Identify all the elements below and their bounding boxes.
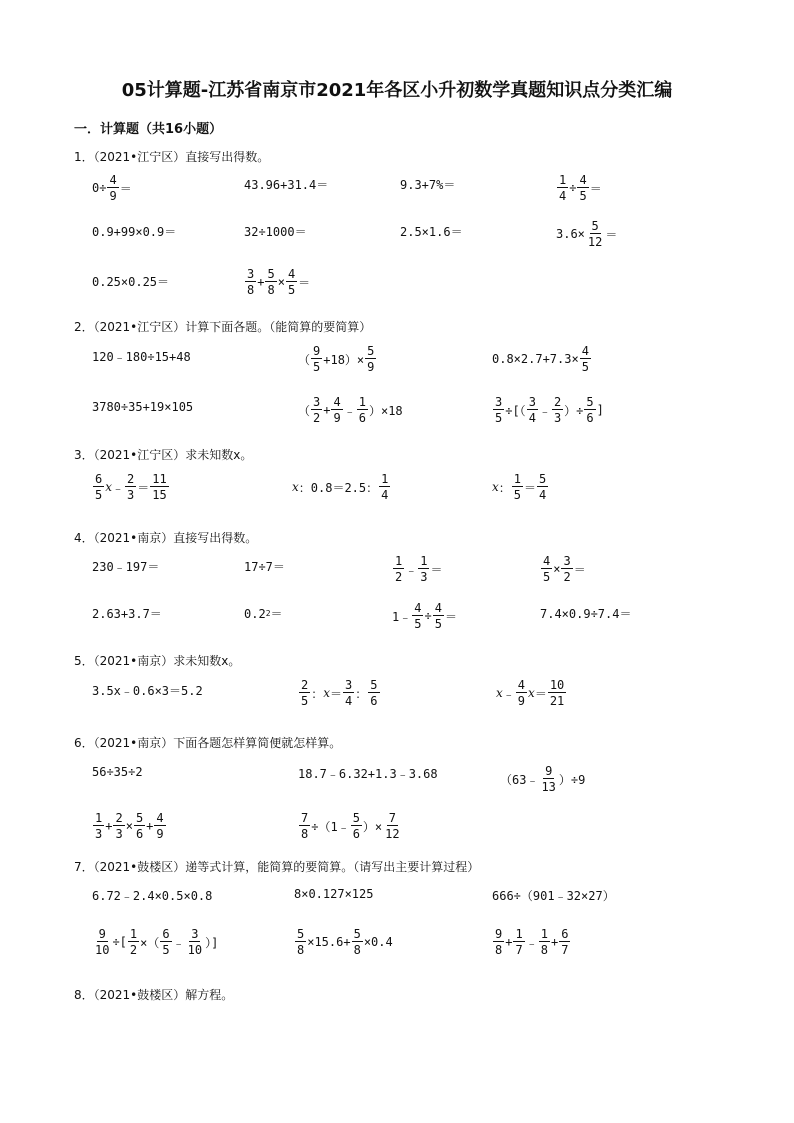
q6-item-4: $\frac{1}{3}$ + $\frac{2}{3}$ × $\frac{5}{6}$ + $\frac{4}{9}$ [95,811,164,841]
q1-item-7: 2.5×1.6＝ [400,225,463,239]
q1-item-4: $\frac{1}{4}$ ÷ $\frac{4}{5}$ ＝ [559,173,602,203]
q5-item-2: $\frac{2}{5}$ ： x ＝ $\frac{3}{4}$ ： $\frac{5}{6}$ [301,678,378,708]
q4-item-4: $\frac{4}{5}$ × $\frac{3}{2}$ ＝ [543,554,586,584]
q5-item-3: x ﹣ $\frac{4}{9}$ x ＝ $\frac{10}{21}$ [496,678,565,708]
question-2-header: 2．（2021•江宁区）计算下面各题。（能简算的要简算） [74,320,372,334]
q1-item-1: 0÷ $\frac{4}{9}$ ＝ [92,173,132,203]
q1-item-2: 43.96+31.4＝ [244,178,329,192]
q7-item-4: $\frac{9}{10}$ ÷[ $\frac{1}{2}$ ×（ $\frac{6}{5}$ ﹣ $\frac{3}{10}$ ）] [95,927,219,957]
q2-item-1: 120﹣180÷15+48 [92,350,191,364]
q1-item-8: 3.6× $\frac{5}{12}$ ＝ [556,219,618,249]
q6-item-3: （63﹣ $\frac{9}{13}$ ）÷9 [500,764,586,794]
q2-item-6: $\frac{3}{5}$ ÷[（ $\frac{3}{4}$ ﹣ $\frac{2}{3}$ ）÷ $\frac{5}{6}$ ] [495,395,604,425]
q1-item-5: 0.9+99×0.9＝ [92,225,177,239]
q2-item-5: （ $\frac{3}{2}$ + $\frac{4}{9}$ ﹣ $\frac{1}{6}$ ）×18 [298,395,403,425]
q3-item-2: x ：0.8＝2.5： $\frac{1}{4}$ [292,472,389,502]
question-8-header: 8．（2021•鼓楼区）解方程。 [74,988,234,1002]
question-6-header: 6．（2021•南京）下面各题怎样算简便就怎样算。 [74,736,342,750]
document-title: 05计算题-江苏省南京市2021年各区小升初数学真题知识点分类汇编 [121,80,673,101]
q3-item-3: x ： $\frac{1}{5}$ ＝ $\frac{5}{4}$ [492,472,547,502]
q7-item-5: $\frac{5}{8}$ ×15.6+ $\frac{5}{8}$ ×0.4 [297,927,393,957]
q6-item-2: 18.7﹣6.32+1.3﹣3.68 [298,767,438,781]
q4-item-8: 7.4×0.9÷7.4＝ [540,607,632,621]
q7-item-6: $\frac{9}{8}$ + $\frac{1}{7}$ ﹣ $\frac{1}{8}$ + $\frac{6}{7}$ [495,927,569,957]
q3-item-1: $\frac{6}{5}$ x ﹣ $\frac{2}{3}$ ＝ $\frac{11}{15}$ [95,472,167,502]
q4-item-2: 17÷7＝ [244,560,285,574]
q5-item-1: 3.5x﹣0.6×3＝5.2 [92,684,203,698]
q4-item-6: 0.2 2 ＝ [244,606,283,621]
q6-item-1: 56÷35÷2 [92,765,143,779]
question-4-header: 4．（2021•南京）直接写出得数。 [74,531,258,545]
question-5-header: 5．（2021•南京）求未知数x。 [74,654,241,668]
q2-item-2: （ $\frac{9}{5}$ +18）× $\frac{5}{9}$ [298,344,375,374]
q4-item-7: 1﹣ $\frac{4}{5}$ ÷ $\frac{4}{5}$ ＝ [392,601,457,631]
q2-item-3: 0.8×2.7+7.3× $\frac{4}{5}$ [492,344,589,374]
q4-item-1: 230﹣197＝ [92,560,160,574]
question-1-header: 1．（2021•江宁区）直接写出得数。 [74,150,270,164]
section-title: 一．计算题（共16小题） [74,122,223,137]
q1-item-10: $\frac{3}{8}$ + $\frac{5}{8}$ × $\frac{4}{5}$ ＝ [247,267,311,297]
q4-item-3: $\frac{1}{2}$ ﹣ $\frac{1}{3}$ ＝ [395,554,443,584]
q2-item-4: 3780÷35+19×105 [92,400,194,414]
q7-item-2: 8×0.127×125 [294,887,374,901]
q7-item-1: 6.72﹣2.4×0.5×0.8 [92,889,213,903]
question-7-header: 7．（2021•鼓楼区）递等式计算，能简算的要简算。（请写出主要计算过程） [74,860,480,874]
q4-item-5: 2.63+3.7＝ [92,607,162,621]
q1-item-9: 0.25×0.25＝ [92,275,170,289]
q1-item-3: 9.3+7%＝ [400,178,456,192]
q6-item-5: $\frac{7}{8}$ ÷（1﹣ $\frac{5}{6}$ ）× $\frac{7}{12}$ [301,811,400,841]
q7-item-3: 666÷（901﹣32×27） [492,889,615,903]
q1-item-6: 32÷1000＝ [244,225,307,239]
question-3-header: 3．（2021•江宁区）求未知数x。 [74,448,253,462]
